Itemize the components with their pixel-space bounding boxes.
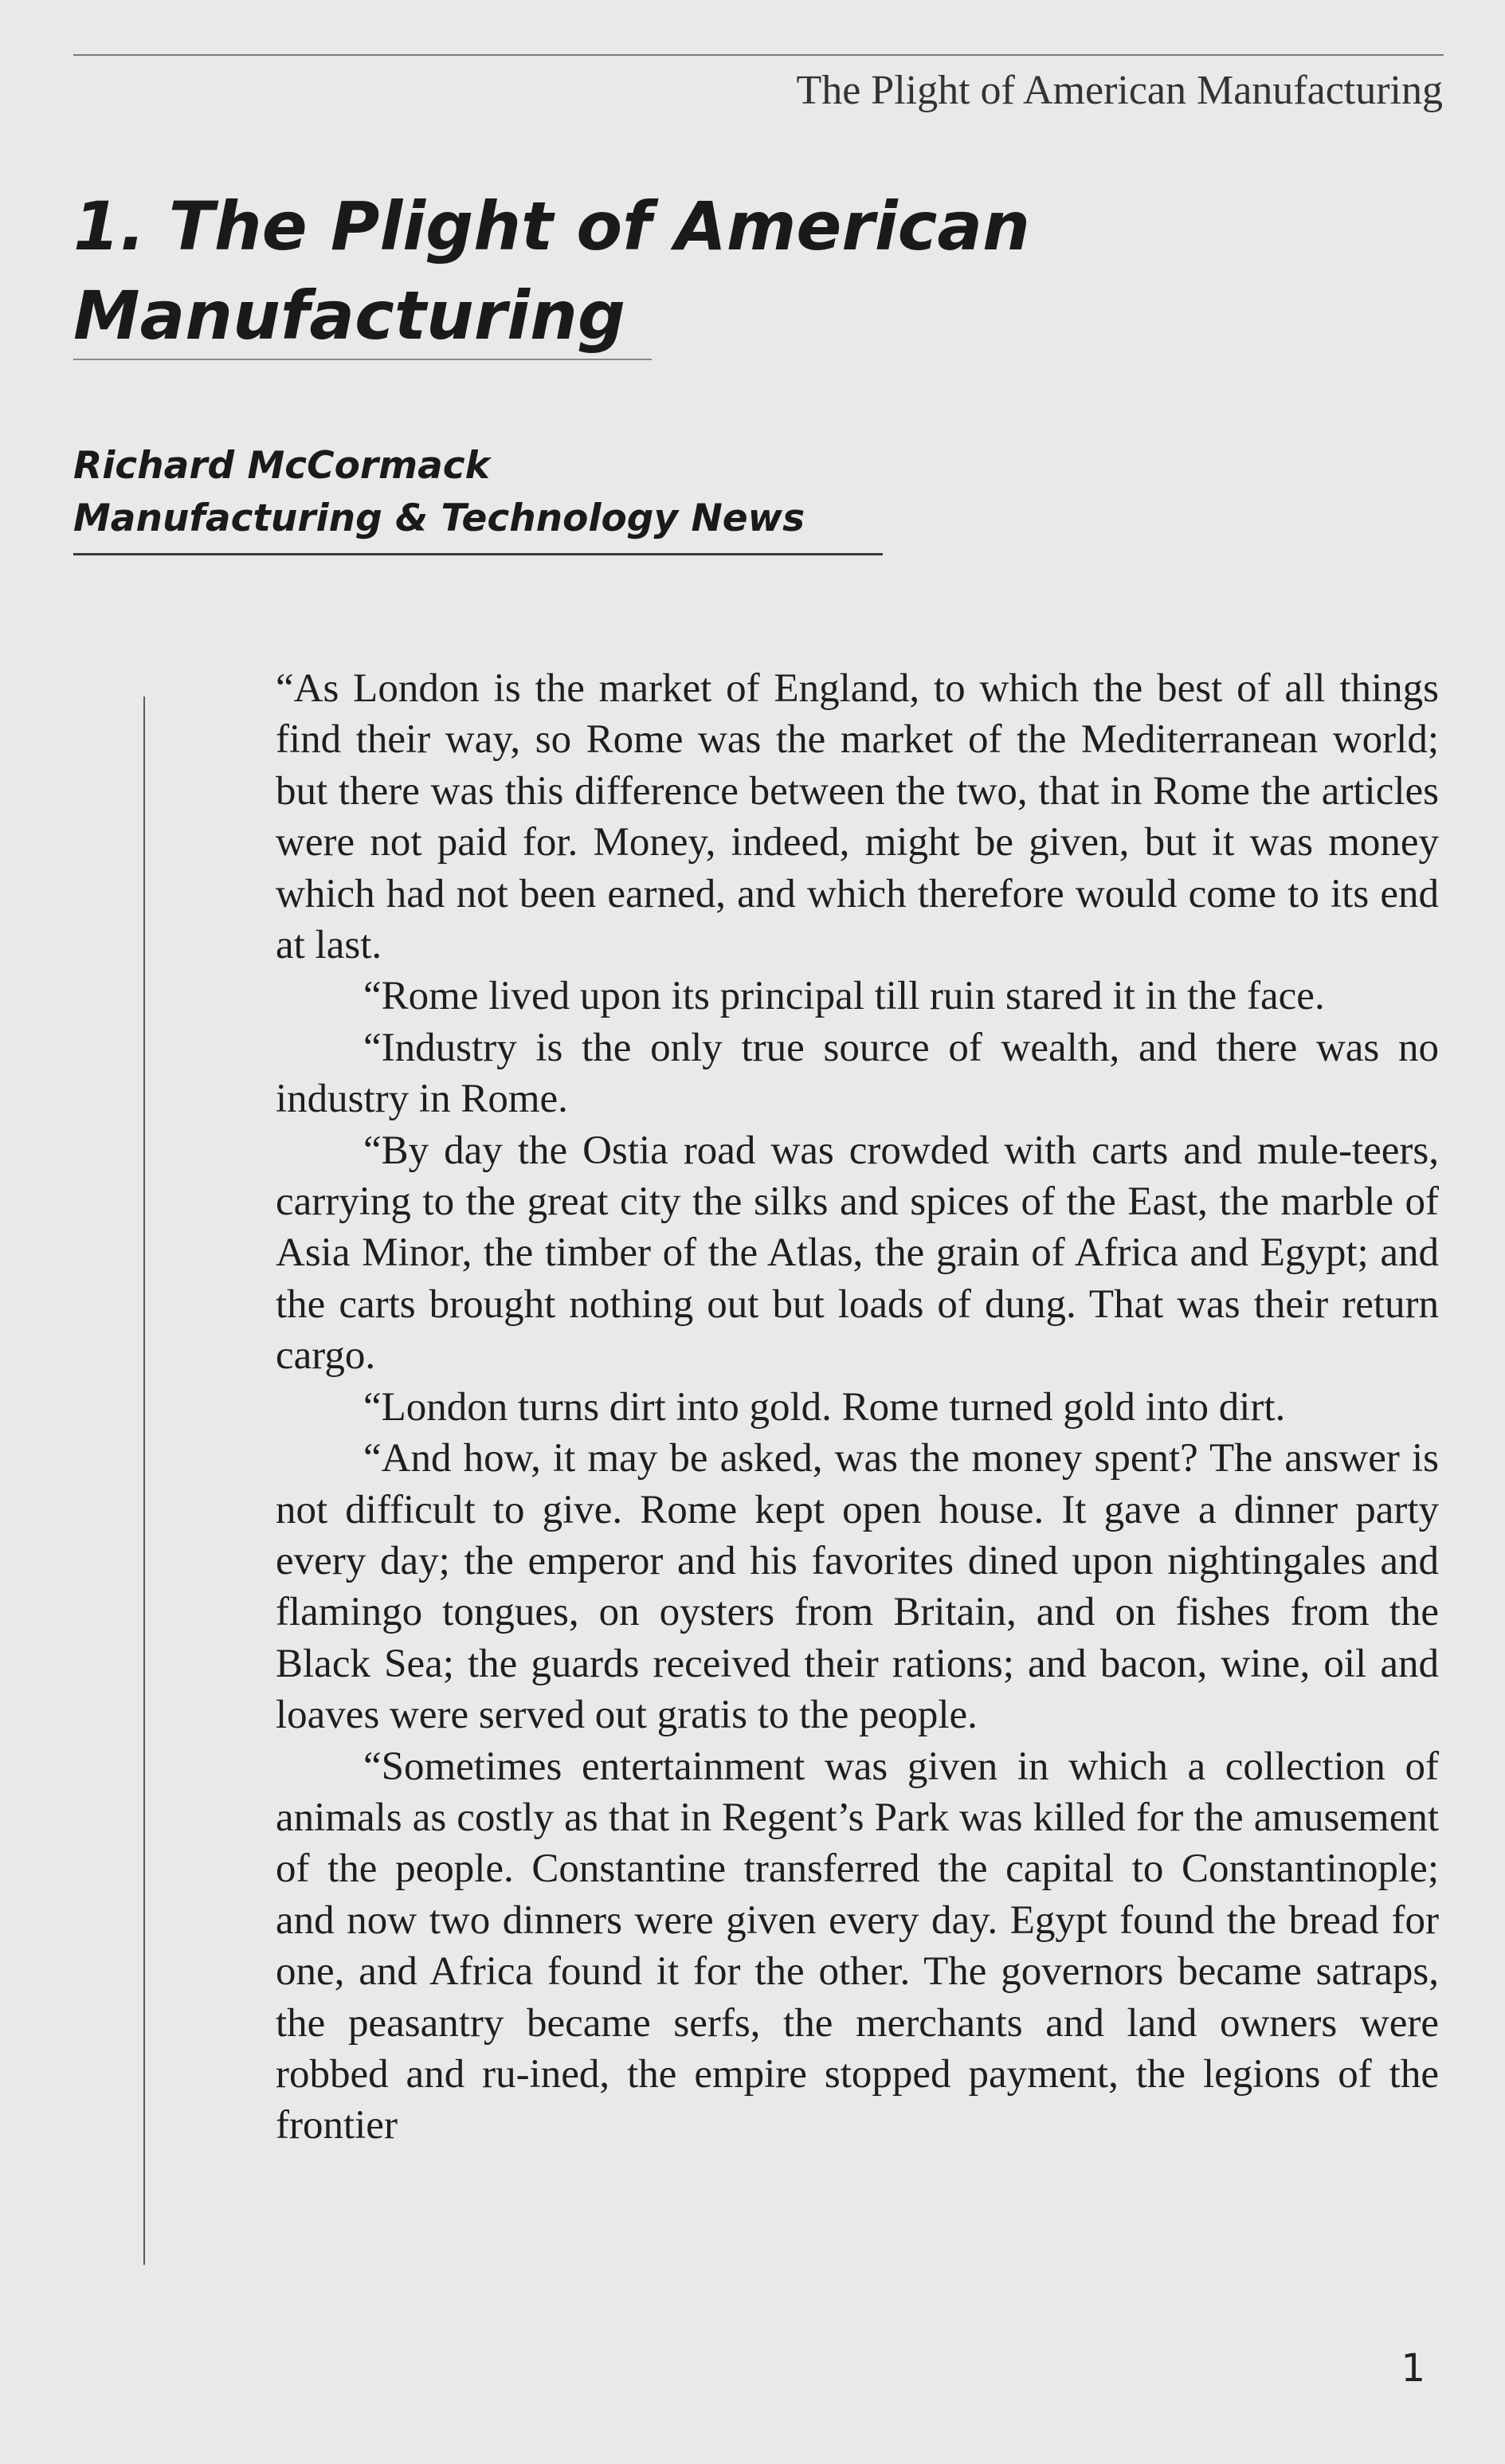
quote-paragraph: “As London is the market of England, to which the best of all things find their way, so Rome was the market of the Mediterranean world; but there was this difference between the two, that in Rome the articles were not paid for. Money, indeed, might be given, but it was money which had not been earned, and which therefore would come to its end at last. [276,666,1439,968]
quote-paragraph: “Sometimes entertainment was given in which a collection of animals as costly as that in Regent’s Park was killed for the amusement of the people. Constantine transferred the capital to Constantinople; and now two dinners were given every day. Egypt found the bread for one, and Africa found it for the other. The governors became satraps, the peasantry became serfs, the merchants and land owners were robbed and ru-ined, the empire stopped payment, the legions of the frontier [276,1744,1439,2148]
chapter-title: 1. The Plight of American Manufacturing [73,187,1030,355]
running-head: The Plight of American Manufacturing [796,68,1443,113]
quote-paragraph: “Rome lived upon its principal till ruin stared it in the face. [363,974,1325,1019]
quote-paragraph: “London turns dirt into gold. Rome turned gold into dirt. [363,1384,1286,1430]
quote-paragraph: “And how, it may be asked, was the money spent? The answer is not difficult to give. Rome kept open house. It gave a dinner party every day; the emperor and his favorites dined upon nightingales and flamingo tongues, on oysters from Britain, and on fishes from the Black Sea; the guards received their rations; and bacon, wine, oil and loaves were served out gratis to the people. [276,1436,1439,1738]
author-affiliation: Manufacturing & Technology News [73,496,805,540]
quote-paragraph: “By day the Ostia road was crowded with carts and mule-teers, carrying to the great city the silks and spices of the East, the marble of Asia Minor, the timber of the Atlas, the grain of Africa and Egypt; and the carts brought nothing out but loads of dung. That was their return cargo. [276,1128,1439,1379]
header-rule [73,54,1444,56]
quote-side-rule [143,696,145,2265]
byline-rule [73,553,883,555]
quote-paragraph: “Industry is the only true source of wealth, and there was no industry in Rome. [276,1025,1439,1122]
epigraph-quote [276,663,1439,2152]
page-number: 1 [1401,2346,1425,2391]
byline [73,440,805,545]
title-rule [73,359,652,360]
author-name: Richard McCormack [73,444,490,488]
